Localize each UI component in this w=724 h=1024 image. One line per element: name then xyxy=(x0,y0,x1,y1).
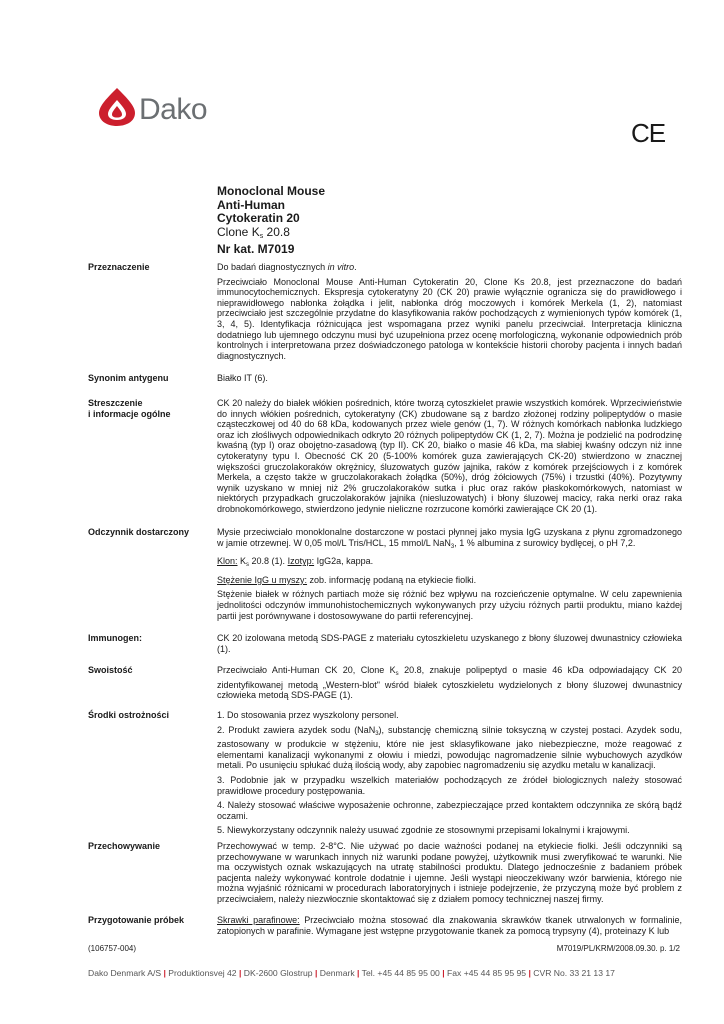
list-item: 3. Podobnie jak w przypadku wszelkich materiałów pochodzących ze źródeł biologicznych należy stosować prawidłowe procedury postępowania. xyxy=(217,774,682,796)
section-body: Mysie przeciwciało monoklonalne dostarczone w postaci płynnej jako mysia IgG uzyskana z płynu zgromadzonego w jamie otrzewnej. W 0,05 mol/L Tris/HCL, 15 mmol/L NaN$_3$, 1 % albumina z surowicy bydlęcej, o pH 7,2. Klon: $K_s$ 20.8 (1). Izotyp: IgG2a, kappa. Stężenie IgG u myszy: zob. informację podaną na etykiecie fiolki. Stężenie białek w różnych partiach może się różnić bez wpływu na rozcieńczenie optymalne. W celu zapewnienia jednolitości odczynów immunohistochemicznych wykonywanych przy użyciu różnych partii produktu, miano każdej partii jest porównywane i dostosowywane do partii referencyjnej. xyxy=(217,527,682,621)
title-line-2: Anti-Human xyxy=(217,197,285,212)
section-label: Swoistość xyxy=(88,665,133,675)
section-body: Skrawki parafinowe: Przeciwciało można stosować dla znakowania skrawków tkanek utrwalonych w formalinie, zatopionych w parafinie. Wymagane jest wstępne przygotowanie tkanek za pomocą trypsyny (4), proteinazy K lub xyxy=(217,915,682,936)
section-label: Środki ostrożności xyxy=(88,710,170,720)
list-item: 1. Do stosowania przez wyszkolony personel. xyxy=(217,710,399,720)
section-body: CK 20 izolowana metodą SDS-PAGE z materiału cytoszkieletu uzyskanego z błony śluzowej dwunastnicy człowieka (1). xyxy=(217,633,682,654)
list-item: 5. Niewykorzystany odczynnik należy usuwać zgodnie ze stosownymi przepisami lokalnymi i krajowymi. xyxy=(217,825,630,836)
catalog-number: Nr kat. M7019 xyxy=(217,242,295,256)
list-item: 4. Należy stosować właściwe wyposażenie ochronne, zabezpieczające przed kontaktem odczynnika ze skórą bądź oczami. xyxy=(217,800,682,821)
company-footer: Dako Denmark A/S | Produktionsvej 42 | DK-2600 Glostrup | Denmark | Tel. +45 44 85 95 00 | Fax +45 44 85 95 95 | CVR No. 33 21 13 17 xyxy=(88,968,615,978)
product-title xyxy=(217,185,325,257)
title-line-3: Cytokeratin 20 xyxy=(217,211,300,225)
title-line-1: Monoclonal Mouse xyxy=(217,184,325,198)
section-label: Odczynnik dostarczony xyxy=(88,527,190,537)
section-body: Przeciwciało Anti-Human CK 20, Clone $K_s$ 20.8, znakuje polipeptyd o masie 46 kDa odpowiadający CK 20 zidentyfikowanej metodą „Western-blot" wśród białek cytoszkieletu wydzielonych z błony śluzowej dwunastnicy człowieka metodą SDS-PAGE (1). xyxy=(217,665,682,701)
section-label: Synonim antygenu xyxy=(88,373,169,383)
section-label: Przechowywanie xyxy=(88,841,161,851)
section-label: Immunogen: xyxy=(88,633,142,643)
dako-logo xyxy=(95,86,213,132)
section-body xyxy=(217,710,682,840)
dako-logo-icon xyxy=(95,86,139,128)
section-body: Przechowywać w temp. 2-8°C. Nie używać po dacie ważności podanej na etykiecie fiolki. Jeśli odczynniki są przechowywane w warunkach innych niż warunki podane powyżej, użytkownik musi zweryfikować te warunki. Nie ma oczywistych oznak wskazujących na utratę stabilności produktu. Dlatego jednocześnie z badaniem próbek pacjenta należy wykonywać kontrole dodatnie i ujemne. Jeśli wystąpi nieoczekiwany wzór barwienia, którego nie można wyjaśnić różnicami w procedurach laboratoryjnych i istnieje podejrzenie, że przyczyną może być problem z przeciwciałem, należy niezwłocznie skontaktować się z działem pomocy technicznej naszej firmy. xyxy=(217,841,682,904)
document-code: (106757-004) xyxy=(88,944,137,953)
list-item: 2. Produkt zawiera azydek sodu (NaN$_3$), substancję chemiczną silnie toksyczną w czystej postaci. Azydek sodu, zastosowany w produkcie w stężeniu, które nie jest sklasyfikowane jako niebezpieczne, może reagować z elementami kanalizacji wykonanymi z ołowiu i miedzi, powodując nagromadzenie silnie wybuchowych azydków metali. Po usunięciu spłukać dużą ilością wody, aby zapobiec nagromadzeniu się azydku metalu w kanalizacji. xyxy=(217,724,682,771)
section-label: Przeznaczenie xyxy=(88,262,150,272)
ce-mark: CE xyxy=(631,118,666,148)
page-reference: M7019/PL/KRM/2008.09.30. p. 1/2 xyxy=(556,944,680,953)
section-label: Streszczenie i informacje ogólne xyxy=(88,398,171,419)
section-label: Przygotowanie próbek xyxy=(88,915,185,925)
section-body: CK 20 należy do białek włókien pośrednich, które tworzą cytoszkielet prawie wszystkich komórek. Wprzeciwieństwie do innych włókien pośrednich, cytokeratyny (CK) zbudowane są z bardzo złożonej rodziny polipeptydów o masie cząsteczkowej od 40 do 68 kDa, kodowanych przez wiele genów (1, 7). W różnych komórkach nabłonka ludzkiego oraz ich złośliwych odpowiednikach odkryto 20 różnych polipeptydów CK (1, 2, 7). Można je podzielić na podrodzinę kwaśną (typ I) oraz obojętno-zasadową (typ II). CK 20, białko o masie 46 kDa, ma słabiej kwaśny odczyn niż inne cytokeratyny typu I. Obecność CK 20 (5-100% komórek guza zawierających CK-20) stwierdzono w znacznej większości gruczolakoraków okrężnicy, śluzowatych guzów jajnika, raków z komórek przejściowych i z komórek Merkela, a często także w gruczolakorakach żołądka (50%), dróg żółciowych (75%) i trzustki (40%). Pozytywny wynik uzyskano w mniej niż 2% gruczolakoraków sutka i płuc oraz raków płaskokomórkowych, natomiast w niektórych przypadkach gruczolakoraków jajnika (niesluzowatych) i błony śluzowej macicy, raka nerki oraz raka drobnokomórkowego, stwierdzono jedynie nieliczne rozrzucone komórki zawierające CK 20 (1). xyxy=(217,398,682,514)
logo-wordmark: Dako xyxy=(139,93,208,126)
section-body: Białko IT (6). xyxy=(217,373,268,383)
section-body: Do badań diagnostycznych in vitro. Przeciwciało Monoclonal Mouse Anti-Human Cytokeratin 20, Clone Ks 20.8, jest przeznaczone do badań immunocytochemicznych. Ekspresja cytokeratyny 20 (CK 20) prawie wyłącznie ogranicza się do prawidłowego i nieprawidłowego nabłonka żołądka i jelit, nabłonka dróg moczowych i komórek Merkela (1, 2), natomiast przeciwciało jest szczególnie przydatne do klasyfikowania raków pochodzących z wymienionych typów komórek (1, 3, 4, 5). Identyfikacja różnicująca jest wspomagana przez wyniki panelu przeciwciał. Interpretacja kliniczna dodatniego lub ujemnego odczynu musi być uzupełniona przez ocenę morfologiczną, wykonanie odpowiednich prób kontrolnych i interpretowana przez doświadczonego patologa w kontekście historii choroby pacjenta i innych badań diagnostycznych. xyxy=(217,262,682,361)
clone-line: Clone $K_s$ 20.8 xyxy=(217,224,290,240)
